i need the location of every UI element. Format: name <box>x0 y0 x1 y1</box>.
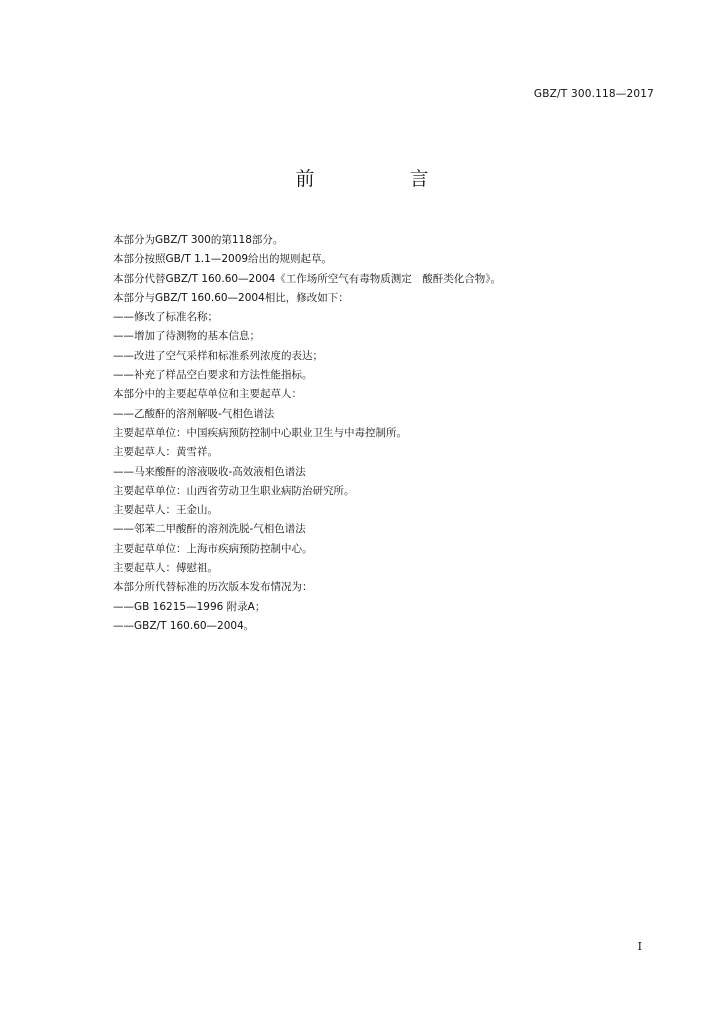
body-line: ——修改了标准名称； <box>113 311 218 324</box>
foreword-body <box>113 231 664 636</box>
body-line: ——马来酸酐的溶液吸收-高效液相色谱法 <box>113 465 306 478</box>
body-line: ——补充了样品空白要求和方法性能指标。 <box>113 369 313 382</box>
body-line: ——GBZ/T 160.60—2004。 <box>113 619 255 632</box>
body-line: 主要起草人：王金山。 <box>113 504 218 517</box>
body-line: 本部分代替GBZ/T 160.60—2004《工作场所空气有毒物质测定 酸酐类化合物》。 <box>113 272 502 285</box>
page-number: I <box>637 940 642 953</box>
body-line: ——GB 16215—1996 附录A； <box>113 600 266 613</box>
body-line: 本部分与GBZ/T 160.60—2004相比，修改如下： <box>113 291 349 304</box>
body-line: 主要起草人：傅慰祖。 <box>113 562 218 575</box>
body-line: 本部分按照GB/T 1.1—2009给出的规则起草。 <box>113 253 333 266</box>
body-line: 本部分中的主要起草单位和主要起草人： <box>113 388 302 401</box>
body-line: ——改进了空气采样和标准系列浓度的表达； <box>113 349 323 362</box>
body-line: 主要起草单位：中国疾病预防控制中心职业卫生与中毒控制所。 <box>113 426 407 439</box>
body-line: 本部分为GBZ/T 300的第118部分。 <box>113 234 284 246</box>
body-line: 主要起草单位：上海市疾病预防控制中心。 <box>113 542 313 555</box>
body-line: 主要起草人：黄雪祥。 <box>113 446 218 459</box>
body-line: ——邻苯二甲酸酐的溶剂洗脱-气相色谱法 <box>113 523 306 536</box>
body-line: 主要起草单位：山西省劳动卫生职业病防治研究所。 <box>113 484 355 497</box>
body-line: 本部分所代替标准的历次版本发布情况为： <box>113 581 313 594</box>
body-line: ——增加了待测物的基本信息； <box>113 330 260 343</box>
body-line: ——乙酸酐的溶剂解吸-气相色谱法 <box>113 407 275 420</box>
page-title: 前 言 <box>295 168 467 190</box>
standard-code-header: GBZ/T 300.118—2017 <box>533 88 654 100</box>
